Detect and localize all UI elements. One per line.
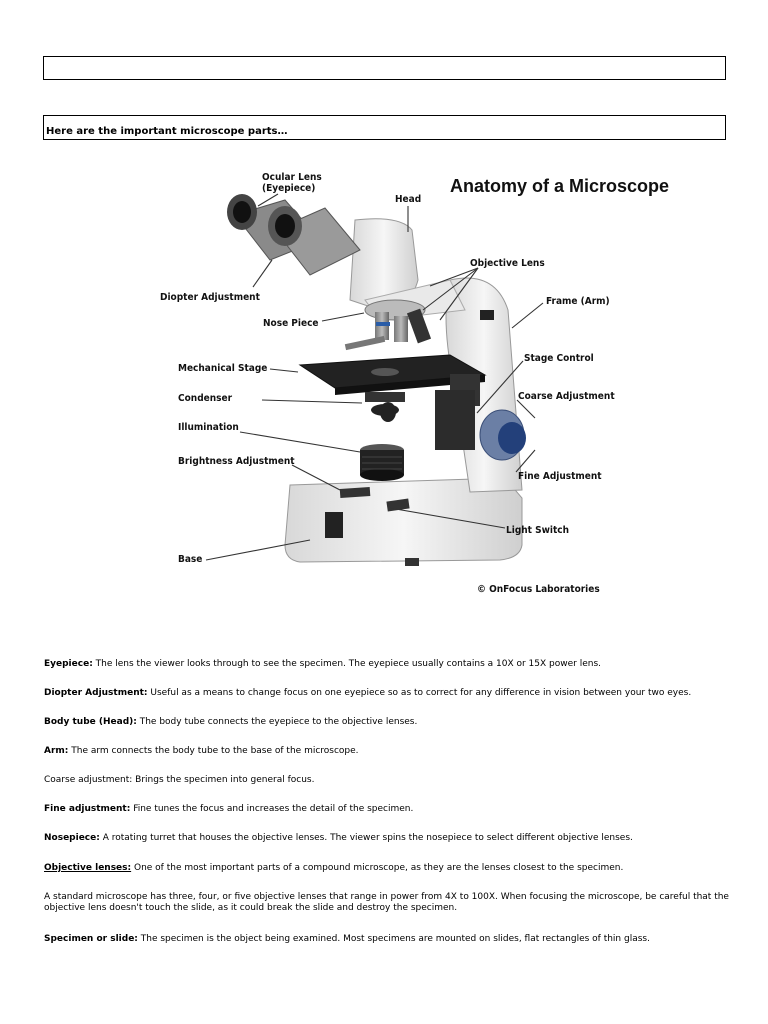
- label-stage-control: Stage Control: [524, 353, 594, 364]
- definition: A standard microscope has three, four, or five objective lenses that range in power from 4X to 100X. When focusing the microscope, be careful that the objective lens doesn't touch the slide, as it could break the slide and destroy the specimen.: [44, 892, 729, 913]
- definition: Useful as a means to change focus on one eyepiece so as to correct for any difference in vision between your two eyes.: [147, 688, 692, 698]
- definition: The body tube connects the eyepiece to the objective lenses.: [136, 717, 418, 727]
- label-coarse-adjustment: Coarse Adjustment: [518, 391, 615, 402]
- term: Body tube (Head):: [44, 717, 137, 727]
- definition: One of the most important parts of a compound microscope, as they are the lenses closest to the specimen.: [131, 863, 624, 873]
- definition: Fine tunes the focus and increases the detail of the specimen.: [130, 804, 414, 814]
- term: Fine adjustment:: [44, 804, 131, 814]
- definition: The lens the viewer looks through to see the specimen. The eyepiece usually contains a 10X or 15X power lens.: [92, 659, 601, 669]
- label-light-switch: Light Switch: [506, 525, 570, 536]
- paragraph-body-tube: [44, 717, 734, 728]
- term: Nosepiece:: [44, 833, 100, 843]
- diagram-copyright: © OnFocus Laboratories: [477, 584, 600, 595]
- label-condenser: Condenser: [178, 393, 233, 404]
- paragraph-coarse-adjustment: [44, 775, 734, 786]
- paragraph-standard-microscope: [44, 892, 734, 914]
- empty-title-box: [43, 56, 726, 80]
- label-ocular-lens: Ocular Lens: [262, 172, 322, 183]
- paragraph-objective-lenses: [44, 863, 734, 874]
- term: Specimen or slide:: [44, 934, 138, 944]
- term: Eyepiece:: [44, 659, 93, 669]
- paragraph-specimen: [44, 934, 734, 945]
- definition: The arm connects the body tube to the base of the microscope.: [68, 746, 359, 756]
- heading-box: [43, 115, 726, 140]
- nosepiece-shape: [365, 300, 431, 343]
- microscope-diagram: [150, 160, 670, 610]
- definition: A rotating turret that houses the objective lenses. The viewer spins the nosepiece to select different objective lenses.: [99, 833, 633, 843]
- label-frame-arm: Frame (Arm): [546, 296, 610, 307]
- label-base: Base: [178, 554, 203, 565]
- microscope-head-shape: [227, 194, 465, 320]
- label-objective-lens: Objective Lens: [470, 258, 545, 269]
- label-brightness-adjustment: Brightness Adjustment: [178, 456, 295, 467]
- paragraph-diopter: [44, 688, 734, 699]
- section-heading: Here are the important microscope parts…: [46, 126, 288, 137]
- term: Arm:: [44, 746, 69, 756]
- label-head: Head: [395, 194, 422, 205]
- term: Objective lenses:: [44, 863, 132, 873]
- paragraph-fine-adjustment: [44, 804, 734, 815]
- label-eyepiece: (Eyepiece): [262, 183, 316, 194]
- diagram-title: Anatomy of a Microscope: [450, 176, 670, 196]
- illuminator-shape: [360, 444, 404, 481]
- paragraph-arm: [44, 746, 734, 757]
- paragraph-nosepiece: [44, 833, 734, 844]
- term: Diopter Adjustment:: [44, 688, 148, 698]
- label-illumination: Illumination: [178, 422, 239, 433]
- definition: Coarse adjustment: Brings the specimen into general focus.: [44, 775, 315, 785]
- paragraph-eyepiece: [44, 659, 734, 670]
- label-fine-adjustment: Fine Adjustment: [518, 471, 602, 482]
- label-diopter-adjustment: Diopter Adjustment: [160, 292, 260, 303]
- definition: The specimen is the object being examined. Most specimens are mounted on slides, flat rectangles of thin glass.: [137, 934, 650, 944]
- label-mechanical-stage: Mechanical Stage: [178, 363, 268, 374]
- label-nose-piece: Nose Piece: [263, 318, 319, 329]
